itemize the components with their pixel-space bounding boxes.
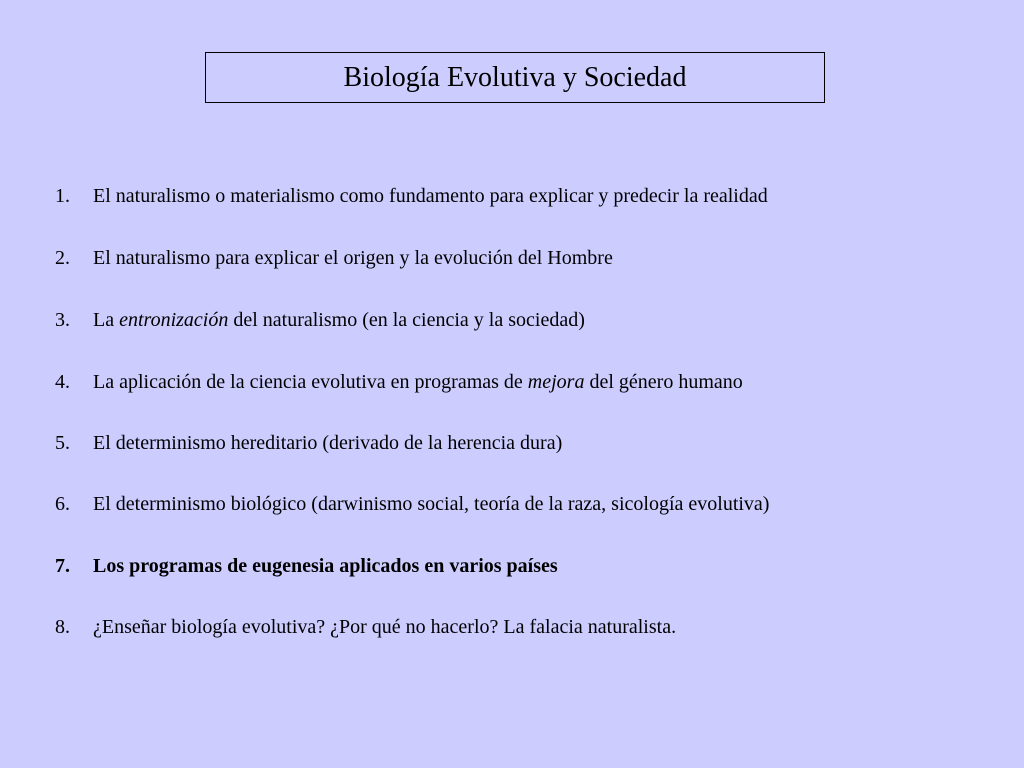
list-item-text: La entronización del naturalismo (en la ciencia y la sociedad) (93, 309, 585, 331)
list-item-text: Los programas de eugenesia aplicados en varios países (93, 555, 558, 577)
list-item-number: 6. (55, 493, 70, 515)
list-item-number: 1. (55, 185, 70, 207)
slide-title: Biología Evolutiva y Sociedad (205, 52, 825, 103)
list-item-text: La aplicación de la ciencia evolutiva en programas de mejora del género humano (93, 371, 743, 393)
emphasis: mejora (527, 371, 585, 393)
list-item-text: El determinismo biológico (darwinismo social, teoría de la raza, sicología evolutiva) (93, 493, 770, 515)
emphasis: entronización (119, 309, 229, 331)
list-item-text: ¿Enseñar biología evolutiva? ¿Por qué no hacerlo? La falacia naturalista. (93, 616, 677, 638)
list-item-number: 5. (55, 432, 70, 454)
list-item-number: 3. (55, 309, 70, 331)
list-item-number: 2. (55, 247, 70, 269)
list-item-number: 8. (55, 616, 70, 638)
list-item-text: El naturalismo o materialismo como fundamento para explicar y predecir la realidad (93, 185, 768, 207)
list-item-number: 7. (55, 555, 70, 577)
list-item-text: El determinismo hereditario (derivado de la herencia dura) (93, 432, 563, 454)
list-item-text: El naturalismo para explicar el origen y la evolución del Hombre (93, 247, 613, 269)
list-item-number: 4. (55, 371, 70, 393)
